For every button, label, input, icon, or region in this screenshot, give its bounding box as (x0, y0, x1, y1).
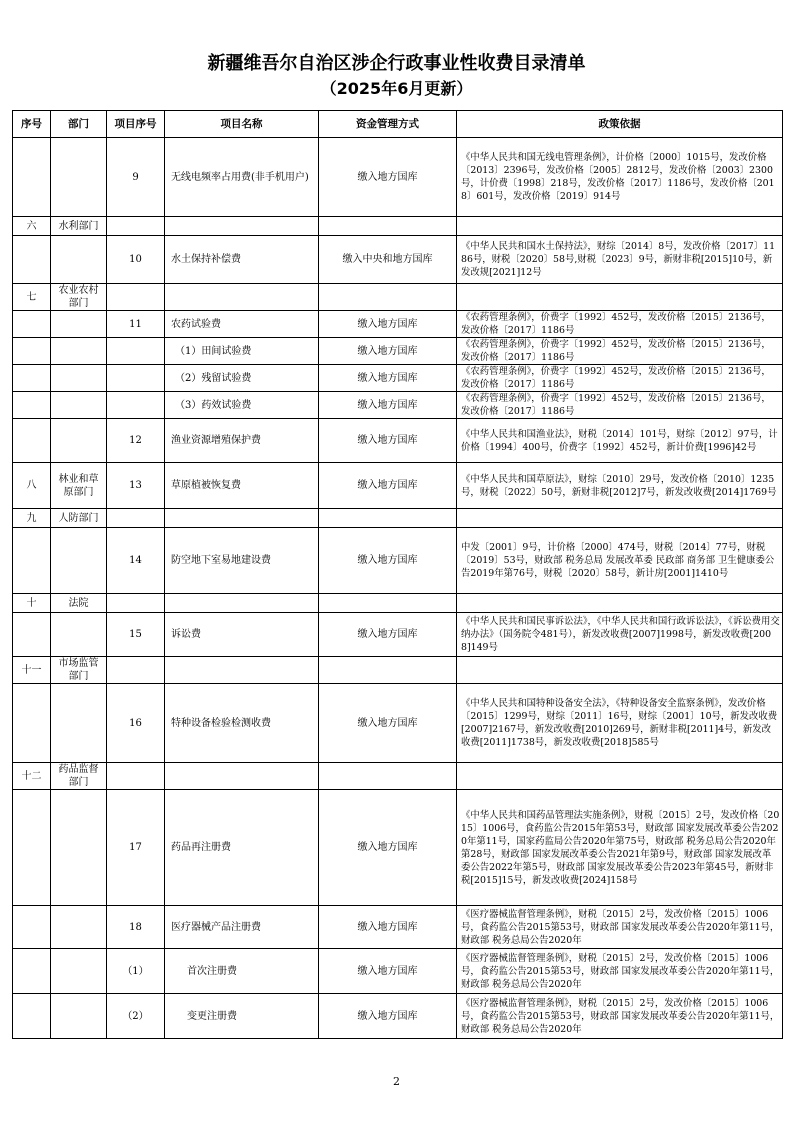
table-row (13, 906, 783, 949)
item-name-cell: 防空地下室易地建设费 (165, 528, 319, 594)
policy-basis-cell (457, 763, 783, 790)
item-name-cell: 药品再注册费 (165, 790, 319, 906)
policy-basis-cell: 《中华人民共和国民事诉讼法》，《中华人民共和国行政诉讼法》，《诉讼费用交纳办法》（国务院令481号），新发改收费[2007]1998号，新发改收费[2008]149号 (457, 613, 783, 657)
fund-cell: 缴入地方国库 (319, 338, 457, 365)
policy-basis-cell (457, 284, 783, 311)
seq-cell: 十一 (13, 657, 51, 684)
seq-cell (13, 419, 51, 463)
seq-cell: 六 (13, 217, 51, 236)
document-title: 新疆维吾尔自治区涉企行政事业性收费目录清单 (207, 53, 586, 74)
dept-cell (51, 790, 107, 906)
policy-basis-cell: 《农药管理条例》，价费字〔1992〕452号，发改价格〔2015〕2136号，发改价格〔2017〕1186号 (457, 338, 783, 365)
fund-cell (319, 763, 457, 790)
item-name-cell (165, 284, 319, 311)
item-no-cell (107, 509, 165, 528)
dept-cell: 水利部门 (51, 217, 107, 236)
seq-cell: 七 (13, 284, 51, 311)
fund-cell: 缴入地方国库 (319, 790, 457, 906)
policy-basis-cell: 《医疗器械监督管理条例》，财税〔2015〕2号，发改价格〔2015〕1006号，食药监公告2015第53号，财政部 国家发展改革委公告2020年第11号，财政部 税务总局公告2020年 (457, 994, 783, 1039)
policy-basis-cell: 《中华人民共和国药品管理法实施条例》，财税〔2015〕2号，发改价格〔2015〕1006号，食药监公告2015年第53号，财政部 国家发展改革委公告2020年第11号，国家药监局公告2020年第75号，财政部 税务总局公告2020年第28号，财政部 国家发展改革委公告2021年第9号，财政部 国家发展改革委公告2022年第5号，财政部 国家发展改革委公告2023年第45号，新财非税[2015]15号，新发改收费[2024]158号 (457, 790, 783, 906)
header-item-no: 项目序号 (107, 111, 165, 138)
item-no-cell (107, 284, 165, 311)
item-no-cell (107, 392, 165, 419)
fund-cell: 缴入地方国库 (319, 463, 457, 509)
table-row (13, 949, 783, 994)
item-no-cell: 15 (107, 613, 165, 657)
dept-cell (51, 528, 107, 594)
policy-basis-cell: 中发〔2001〕9号，计价格〔2000〕474号，财税〔2014〕77号，财税〔2019〕53号，财政部 税务总局 发展改革委 民政部 商务部 卫生健康委公告2019年第76号，财税〔2020〕58号，新计房[2001]1410号 (457, 528, 783, 594)
item-no-cell (107, 217, 165, 236)
item-name-cell (165, 657, 319, 684)
fund-cell: 缴入地方国库 (319, 949, 457, 994)
header-policy-basis: 政策依据 (457, 111, 783, 138)
policy-basis-cell (457, 657, 783, 684)
dept-cell: 林业和草原部门 (51, 463, 107, 509)
seq-cell: 九 (13, 509, 51, 528)
item-name-cell: 水土保持补偿费 (165, 236, 319, 284)
item-name-cell: 首次注册费 (165, 949, 319, 994)
table-row (13, 419, 783, 463)
dept-cell (51, 338, 107, 365)
policy-basis-cell: 《农药管理条例》，价费字〔1992〕452号，发改价格〔2015〕2136号，发改价格〔2017〕1186号 (457, 311, 783, 338)
seq-cell: 八 (13, 463, 51, 509)
header-fund-management: 资金管理方式 (319, 111, 457, 138)
item-name-cell: 农药试验费 (165, 311, 319, 338)
table-row (13, 684, 783, 763)
dept-cell: 农业农村部门 (51, 284, 107, 311)
fund-cell: 缴入地方国库 (319, 528, 457, 594)
fund-cell: 缴入中央和地方国库 (319, 236, 457, 284)
table-row (13, 994, 783, 1039)
seq-cell (13, 311, 51, 338)
seq-cell: 十二 (13, 763, 51, 790)
table-row (13, 613, 783, 657)
dept-cell (51, 236, 107, 284)
table-row (13, 311, 783, 338)
fund-cell: 缴入地方国库 (319, 365, 457, 392)
item-name-cell (165, 594, 319, 613)
table-row (13, 338, 783, 365)
seq-cell (13, 790, 51, 906)
item-no-cell: 13 (107, 463, 165, 509)
seq-cell (13, 138, 51, 217)
seq-cell (13, 949, 51, 994)
item-no-cell: 17 (107, 790, 165, 906)
item-no-cell: 12 (107, 419, 165, 463)
policy-basis-cell: 《中华人民共和国无线电管理条例》，计价格〔2000〕1015号，发改价格〔2013〕2396号，发改价格〔2005〕2812号，发改价格〔2003〕2300号，计价费〔1998〕218号，发改价格〔2017〕1186号，发改价格〔2018〕601号，发改价格〔2019〕914号 (457, 138, 783, 217)
fund-cell: 缴入地方国库 (319, 684, 457, 763)
item-name-cell: 无线电频率占用费(非手机用户) (165, 138, 319, 217)
policy-basis-cell: 《中华人民共和国渔业法》，财税〔2014〕101号，财综〔2012〕97号，计价格〔1994〕400号，价费字〔1992〕452号，新计价费[1996]42号 (457, 419, 783, 463)
item-name-cell (165, 509, 319, 528)
fund-cell (319, 657, 457, 684)
fund-cell: 缴入地方国库 (319, 994, 457, 1039)
item-no-cell: 9 (107, 138, 165, 217)
dept-cell: 药品监督部门 (51, 763, 107, 790)
table-row (13, 217, 783, 236)
dept-cell (51, 419, 107, 463)
item-name-cell: 变更注册费 (165, 994, 319, 1039)
table-row (13, 657, 783, 684)
item-no-cell: 10 (107, 236, 165, 284)
header-seq: 序号 (13, 111, 51, 138)
table-row (13, 236, 783, 284)
policy-basis-cell: 《医疗器械监督管理条例》，财税〔2015〕2号，发改价格〔2015〕1006号，食药监公告2015第53号，财政部 国家发展改革委公告2020年第11号，财政部 税务总局公告2020年 (457, 949, 783, 994)
policy-basis-cell (457, 509, 783, 528)
seq-cell: 十 (13, 594, 51, 613)
fund-cell (319, 594, 457, 613)
fee-table (12, 110, 783, 1039)
item-name-cell: （1）田间试验费 (165, 338, 319, 365)
item-no-cell: 11 (107, 311, 165, 338)
dept-cell (51, 906, 107, 949)
header-dept: 部门 (51, 111, 107, 138)
dept-cell (51, 392, 107, 419)
seq-cell (13, 994, 51, 1039)
fund-cell: 缴入地方国库 (319, 906, 457, 949)
policy-basis-cell (457, 217, 783, 236)
table-header-row (13, 111, 783, 138)
item-no-cell: 18 (107, 906, 165, 949)
seq-cell (13, 392, 51, 419)
table-row (13, 528, 783, 594)
seq-cell (13, 906, 51, 949)
dept-cell: 人防部门 (51, 509, 107, 528)
page-number: 2 (393, 1075, 400, 1088)
item-no-cell (107, 594, 165, 613)
fund-cell: 缴入地方国库 (319, 311, 457, 338)
fund-cell: 缴入地方国库 (319, 613, 457, 657)
dept-cell (51, 684, 107, 763)
header-item-name: 项目名称 (165, 111, 319, 138)
seq-cell (13, 528, 51, 594)
fund-cell: 缴入地方国库 (319, 419, 457, 463)
item-name-cell (165, 763, 319, 790)
table-row (13, 284, 783, 311)
table-row (13, 392, 783, 419)
policy-basis-cell: 《中华人民共和国水土保持法》，财综〔2014〕8号，发改价格〔2017〕1186号，财税〔2020〕58号,财税〔2023〕9号，新财非税[2015]10号，新发改规[2021]12号 (457, 236, 783, 284)
item-name-cell: 渔业资源增殖保护费 (165, 419, 319, 463)
item-name-cell: （2）残留试验费 (165, 365, 319, 392)
fund-cell (319, 284, 457, 311)
policy-basis-cell: 《农药管理条例》，价费字〔1992〕452号，发改价格〔2015〕2136号，发改价格〔2017〕1186号 (457, 365, 783, 392)
item-no-cell: 16 (107, 684, 165, 763)
item-no-cell (107, 657, 165, 684)
dept-cell (51, 138, 107, 217)
item-name-cell: 医疗器械产品注册费 (165, 906, 319, 949)
item-no-cell (107, 763, 165, 790)
policy-basis-cell: 《医疗器械监督管理条例》，财税〔2015〕2号，发改价格〔2015〕1006号，食药监公告2015第53号，财政部 国家发展改革委公告2020年第11号，财政部 税务总局公告2020年 (457, 906, 783, 949)
policy-basis-cell: 《中华人民共和国特种设备安全法》，《特种设备安全监察条例》，发改价格〔2015〕1299号，财综〔2011〕16号，财综〔2001〕10号，新发改收费[2007]2167号，新发改收费[2010]269号，新财非税[2011]4号，新发改收费[2011]1738号，新发改收费[2018]585号 (457, 684, 783, 763)
item-name-cell: 草原植被恢复费 (165, 463, 319, 509)
item-no-cell: 14 (107, 528, 165, 594)
dept-cell: 市场监管部门 (51, 657, 107, 684)
seq-cell (13, 236, 51, 284)
seq-cell (13, 365, 51, 392)
item-no-cell (107, 338, 165, 365)
item-name-cell (165, 217, 319, 236)
seq-cell (13, 684, 51, 763)
item-name-cell: 特种设备检验检测收费 (165, 684, 319, 763)
dept-cell (51, 949, 107, 994)
table-row (13, 138, 783, 217)
item-no-cell (107, 365, 165, 392)
table-row (13, 790, 783, 906)
table-row (13, 509, 783, 528)
table-row (13, 594, 783, 613)
fund-cell (319, 217, 457, 236)
item-name-cell: （3）药效试验费 (165, 392, 319, 419)
dept-cell (51, 613, 107, 657)
dept-cell: 法院 (51, 594, 107, 613)
fund-cell: 缴入地方国库 (319, 392, 457, 419)
table-row (13, 365, 783, 392)
document-subtitle: （2025年6月更新） (320, 79, 473, 98)
policy-basis-cell (457, 594, 783, 613)
item-no-cell: （1） (107, 949, 165, 994)
table-row (13, 763, 783, 790)
policy-basis-cell: 《农药管理条例》，价费字〔1992〕452号，发改价格〔2015〕2136号，发改价格〔2017〕1186号 (457, 392, 783, 419)
item-no-cell: （2） (107, 994, 165, 1039)
item-name-cell: 诉讼费 (165, 613, 319, 657)
fund-cell (319, 509, 457, 528)
table-row (13, 463, 783, 509)
dept-cell (51, 365, 107, 392)
fund-cell: 缴入地方国库 (319, 138, 457, 217)
policy-basis-cell: 《中华人民共和国草原法》，财综〔2010〕29号，发改价格〔2010〕1235号，财税〔2022〕50号，新财非税[2012]7号，新发改收费[2014]1769号 (457, 463, 783, 509)
dept-cell (51, 994, 107, 1039)
seq-cell (13, 613, 51, 657)
dept-cell (51, 311, 107, 338)
seq-cell (13, 338, 51, 365)
